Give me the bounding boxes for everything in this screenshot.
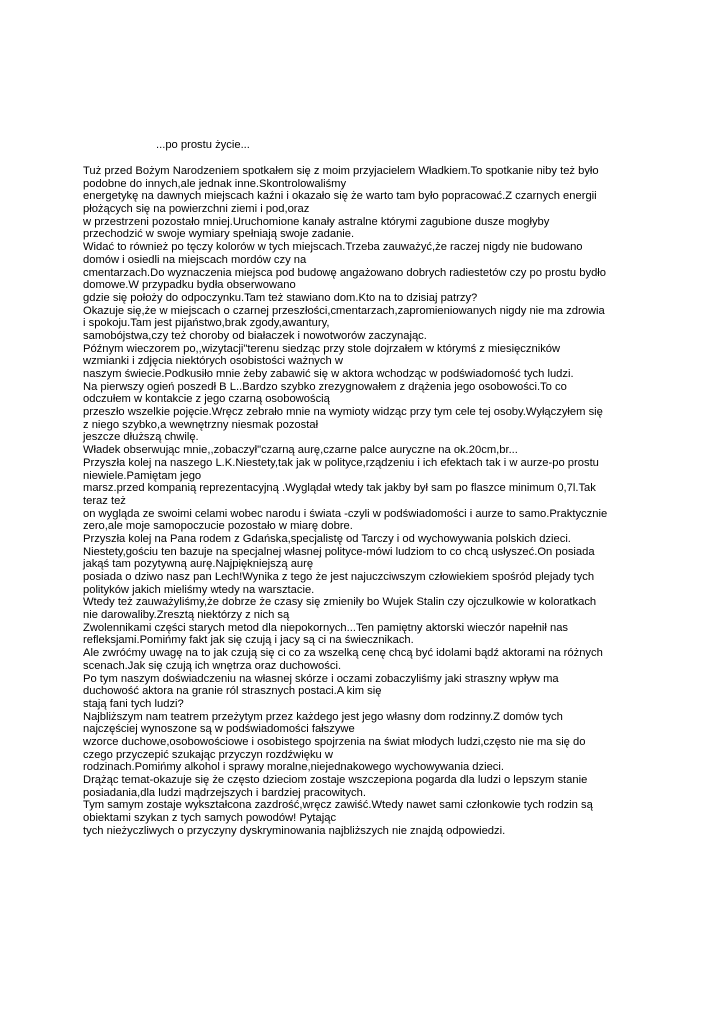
text-line: cmentarzach.Do wyznaczenia miejsca pod budowę angażowano dobrych radiestetów czy po prostu bydło: [83, 266, 606, 279]
text-line: tych nieżyczliwych o przyczyny dyskryminowania najbliższych nie znajdą odpowiedzi.: [83, 824, 506, 837]
text-line: Tuż przed Bożym Narodzeniem spotkałem się z moim przyjacielem Władkiem.To spotkanie niby też było: [83, 165, 599, 177]
text-line: Późnym wieczorem po,,wizytacji"terenu siedząc przy stole dojrzałem w którymś z miesięczników: [83, 342, 561, 355]
text-line: i spokoju.Tam jest pijaństwo,brak zgody,awantury,: [83, 317, 330, 330]
text-line: Przyszła kolej na Pana rodem z Gdańska,specjalistę od Tarczy i od wychowywania polskich dzieci.: [83, 532, 571, 545]
text-line: zero,ale moje samopoczucie pozostało w miarę dobre.: [83, 520, 353, 533]
text-line: domowe.W przypadku bydła obserwowano: [83, 279, 296, 292]
text-line: polityków jakich mieliśmy wtedy na warsztacie.: [83, 583, 315, 596]
text-line: stają fani tych ludzi?: [83, 697, 184, 710]
text-line: płożących się na powierzchni ziemi i pod,oraz: [83, 203, 310, 216]
text-line: niewiele.Pamiętam jego: [83, 469, 202, 482]
text-line: rodzinach.Pomińmy alkohol i sprawy moralne,niejednakowego wychowywania dzieci.: [83, 761, 504, 774]
document-body: [83, 165, 643, 837]
text-line: wzorce duchowe,osobowościowe i osobistego spojrzenia na świat młodych ludzi,często nie ma się do: [83, 735, 586, 748]
text-line: nie darowaliby.Zresztą niektórzy z nich są: [83, 609, 290, 622]
text-line: przeszło wszelkie pojęcie.Wręcz zebrało mnie na wymioty widząc przy tym cele tej osoby.Wyłączyłem się: [83, 406, 603, 419]
text-line: domów i osiedli na miejscach mordów czy na: [83, 253, 307, 266]
text-line: w przestrzeni pozostało mniej.Uruchomione kanały astralne którymi zagubione dusze mogłyby: [83, 215, 550, 228]
text-line: Ale zwróćmy uwagę na to jak czują się ci co za wszelką cenę chcą być idolami bądź aktorami na różnych: [83, 647, 603, 660]
text-line: czego przyczepić szukając przyczyn rozdźwięku w: [83, 748, 333, 761]
text-line: Drążąc temat-okazuje się że często dzieciom zostaje wszczepiona pogarda dla ludzi o lepszym stanie: [83, 774, 588, 786]
text-line: przechodzić w swoje wymiary spełniają swoje zadanie.: [83, 228, 355, 241]
text-line: duchowość aktora na granie ról strasznych postaci.A kim się: [83, 685, 382, 698]
text-line: Niestety,gościu ten bazuje na specjalnej własnej polityce-mówi ludziom to co chcą usłyszeć.On posiada: [83, 545, 595, 558]
document-title: ...po prostu życie...: [156, 139, 250, 151]
text-line: jeszcze dłuższą chwilę.: [83, 431, 199, 444]
text-line: Władek obserwując mnie,,zobaczył"czarną aurę,czarne palce auryczne na ok.20cm,br...: [83, 444, 518, 457]
text-line: teraz też: [83, 494, 126, 507]
text-line: Najbliższym nam teatrem przeżytym przez każdego jest jego własny dom rodzinny.Z domów tych: [83, 710, 563, 723]
text-line: Po tym naszym doświadczeniu na własnej skórze i oczami zobaczyliśmy jaki straszny wpływ ma: [83, 672, 559, 685]
text-line: refleksjami.Pomińmy fakt jak się czują i jacy są ci na świecznikach.: [83, 634, 414, 647]
text-line: gdzie się położy do odpoczynku.Tam też stawiano dom.Kto na to dzisiaj patrzy?: [83, 291, 478, 304]
text-line: Na pierwszy ogień poszedł B L..Bardzo szybko zrezygnowałem z drążenia jego osobowości.To co: [83, 380, 567, 393]
text-line: marsz.przed kompanią reprezentacyjną .Wyglądał wtedy tak jakby był sam po flaszce minimum 0,7l.Tak: [83, 482, 596, 495]
text-line: odczułem w kontakcie z jego czarną osobowością: [83, 393, 330, 406]
text-line: Okazuje się,że w miejscach o czarnej przeszłości,cmentarzach,zapromieniowanych nigdy nie ma zdrowia: [83, 304, 605, 317]
text-line: samobójstwa,czy też choroby od białaczek i nowotworów zaczynając.: [83, 329, 427, 342]
text-line: z niego szybko,a wewnętrzny niesmak pozostał: [83, 418, 319, 431]
text-line: jakąś tam pozytywną aurę.Najpiękniejszą aurę: [83, 558, 314, 571]
text-line: Widać to również po tęczy kolorów w tych miejscach.Trzeba zauważyć,że raczej nigdy nie budowano: [83, 241, 583, 254]
text-line: Wtedy też zauważyliśmy,że dobrze że czasy się zmieniły bo Wujek Stalin czy ojczulkowie w koloratkach: [83, 596, 597, 609]
text-line: wzmianki i zdjęcia niektórych osobistości ważnych w: [83, 355, 343, 368]
text-line: on wygląda ze swoimi celami wobec narodu i świata -czyli w podświadomości i aurze to samo.Praktycznie: [83, 507, 608, 520]
text-line: naszym świecie.Podkusiło mnie żeby zabawić się w aktora wchodząc w podświadomość tych ludzi.: [83, 368, 574, 380]
text-line: scenach.Jak się czują ich wnętrza oraz duchowości.: [83, 659, 342, 672]
text-line: Przyszła kolej na naszego L.K.Niestety,tak jak w polityce,rządzeniu i ich efektach tak i w aurze-po prostu: [83, 456, 599, 469]
text-line: obiektami szykan z tych samych powodów! Pytając: [83, 812, 337, 825]
text-line: Tym samym zostaje wykształcona zazdrość,wręcz zawiść.Wtedy nawet sami członkowie tych rodzin są: [83, 799, 593, 812]
text-line: Zwolennikami części starych metod dla niepokornych...Ten pamiętny aktorski wieczór napełnił nas: [83, 621, 569, 634]
text-line: najczęściej wynoszone są w podświadomości fałszywe: [83, 723, 355, 736]
text-line: posiada o dziwo nasz pan Lech!Wynika z tego że jest najuczciwszym człowiekiem spośród plejady tych: [83, 571, 595, 583]
text-line: energetykę na dawnych miejscach kaźni i okazało się że warto tam było popracować.Z czarnych energii: [83, 190, 597, 203]
text-line: podobne do innych,ale jednak inne.Skontrolowaliśmy: [83, 177, 347, 190]
text-line: posiadania,dla ludzi mądrzejszych i bardziej pracowitych.: [83, 786, 366, 799]
